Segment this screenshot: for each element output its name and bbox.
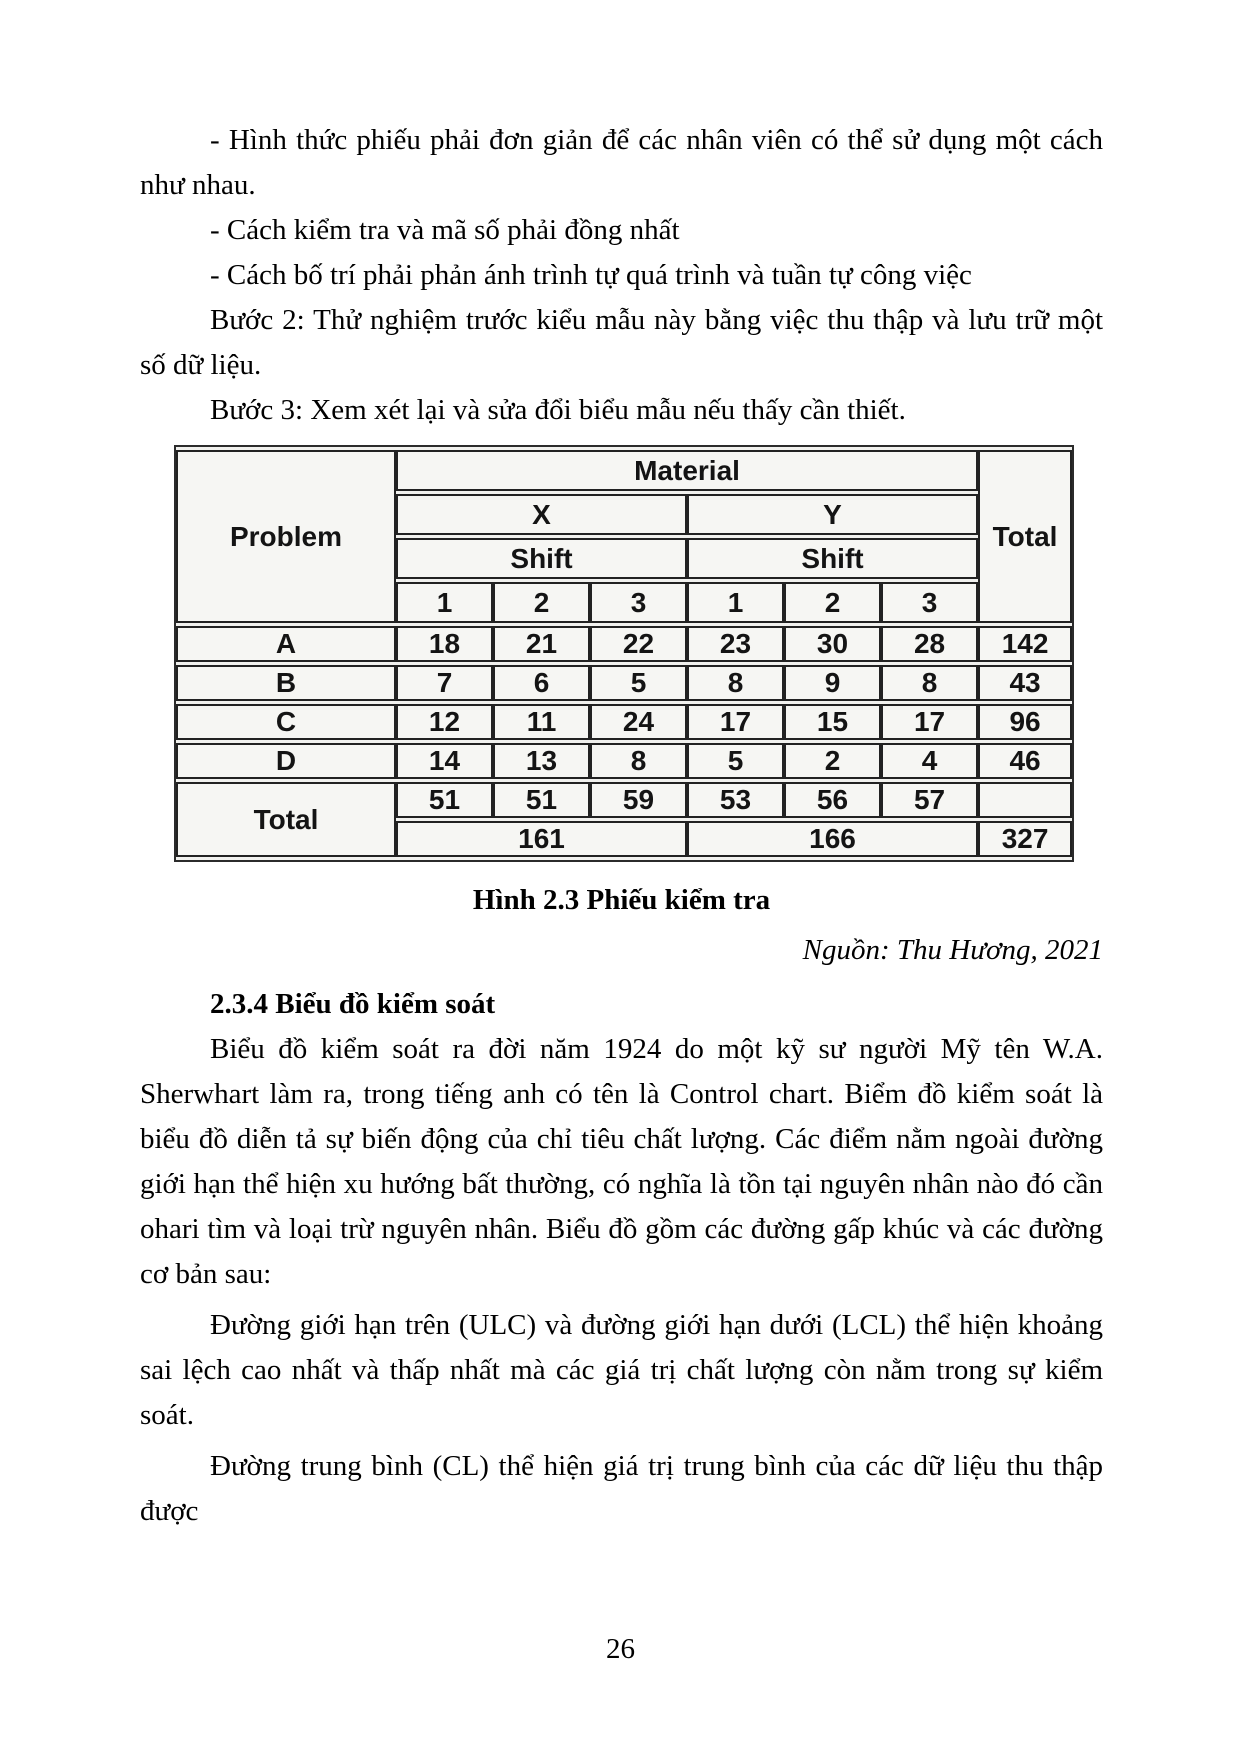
table-cell-problem: C	[176, 704, 396, 740]
table-header-shift-y: Shift	[687, 538, 978, 579]
table-cell: 21	[493, 626, 590, 662]
table-cell-y-total: 166	[687, 821, 978, 857]
section-heading: 2.3.4 Biểu đồ kiểm soát	[210, 988, 496, 1020]
table-header-shift-number: 1	[687, 582, 784, 623]
table-header-shift-number: 3	[590, 582, 687, 623]
table-row	[176, 626, 1072, 662]
table-cell-grand-total: 327	[978, 821, 1072, 857]
table-cell: 8	[590, 743, 687, 779]
table-cell-row-total: 142	[978, 626, 1072, 662]
table-cell: 6	[493, 665, 590, 701]
table-cell-shift-total: 51	[396, 782, 493, 818]
table-header-shift-number: 2	[784, 582, 881, 623]
table-cell: 5	[590, 665, 687, 701]
table-cell: 13	[493, 743, 590, 779]
table-header-material-x: X	[396, 494, 687, 535]
section-paragraph: Đường trung bình (CL) thể hiện giá trị trung bình của các dữ liệu thu thập được	[140, 1450, 1103, 1527]
table-cell: 18	[396, 626, 493, 662]
figure-check-sheet	[174, 445, 1103, 862]
page-content	[140, 118, 1103, 1534]
table-cell-row-total: 43	[978, 665, 1072, 701]
table-cell-problem: D	[176, 743, 396, 779]
table-row	[176, 743, 1072, 779]
table-cell: 30	[784, 626, 881, 662]
table-frame	[174, 445, 1074, 862]
table-header-problem: Problem	[176, 450, 396, 623]
table-cell-empty-gray	[978, 782, 1072, 818]
section-paragraph: Biểu đồ kiểm soát ra đời năm 1924 do một kỹ sư người Mỹ tên W.A. Sherwhart làm ra, trong tiếng anh có tên là Control chart. Biểm đồ kiểm soát là biểu đồ diễn tả sự biến động của chỉ tiêu chất lượng. Các điểm nằm ngoài đường giới hạn thể hiện xu hướng bất thường, có nghĩa là tồn tại nguyên nhân nào đó cần ohari tìm và loại trừ nguyên nhân. Biểu đồ gồm các đường gấp khúc và các đường cơ bản sau:	[140, 1033, 1103, 1290]
table-row	[176, 665, 1072, 701]
table-header-shift-x: Shift	[396, 538, 687, 579]
page-number: 26	[606, 1633, 635, 1665]
body-paragraph: - Cách kiểm tra và mã số phải đồng nhất	[210, 214, 680, 246]
table-cell-shift-total: 51	[493, 782, 590, 818]
table-cell: 17	[881, 704, 978, 740]
table-cell: 24	[590, 704, 687, 740]
table-cell: 28	[881, 626, 978, 662]
table-cell-x-total: 161	[396, 821, 687, 857]
body-paragraph: Bước 3: Xem xét lại và sửa đổi biểu mẫu nếu thấy cần thiết.	[210, 394, 906, 426]
body-paragraph: - Hình thức phiếu phải đơn giản để các nhân viên có thể sử dụng một cách như nhau.	[140, 124, 1103, 201]
table-cell: 17	[687, 704, 784, 740]
body-paragraph: Bước 2: Thử nghiệm trước kiểu mẫu này bằng việc thu thập và lưu trữ một số dữ liệu.	[140, 304, 1103, 381]
table-cell-shift-total: 56	[784, 782, 881, 818]
check-sheet-table	[176, 447, 1072, 860]
table-cell-row-total: 96	[978, 704, 1072, 740]
figure-source: Nguồn: Thu Hương, 2021	[802, 934, 1103, 966]
table-cell: 8	[687, 665, 784, 701]
table-header-total: Total	[978, 450, 1072, 623]
table-cell-problem: A	[176, 626, 396, 662]
table-cell: 15	[784, 704, 881, 740]
table-cell: 12	[396, 704, 493, 740]
table-header-shift-number: 2	[493, 582, 590, 623]
table-cell: 11	[493, 704, 590, 740]
table-cell-shift-total: 57	[881, 782, 978, 818]
table-header-shift-number: 3	[881, 582, 978, 623]
table-header-shift-number: 1	[396, 582, 493, 623]
table-cell-row-total: 46	[978, 743, 1072, 779]
section-paragraph: Đường giới hạn trên (ULC) và đường giới hạn dưới (LCL) thể hiện khoảng sai lệch cao nhất và thấp nhất mà các giá trị chất lượng còn nằm trong sự kiểm soát.	[140, 1309, 1103, 1431]
table-header-material: Material	[396, 450, 978, 491]
table-total-label: Total	[176, 782, 396, 857]
table-cell: 14	[396, 743, 493, 779]
table-row	[176, 704, 1072, 740]
table-cell: 5	[687, 743, 784, 779]
table-cell: 22	[590, 626, 687, 662]
table-cell: 2	[784, 743, 881, 779]
table-cell: 9	[784, 665, 881, 701]
table-cell: 8	[881, 665, 978, 701]
figure-caption: Hình 2.3 Phiếu kiểm tra	[472, 884, 771, 916]
table-cell: 4	[881, 743, 978, 779]
table-cell-shift-total: 59	[590, 782, 687, 818]
table-cell: 7	[396, 665, 493, 701]
table-cell-problem: B	[176, 665, 396, 701]
table-header-material-y: Y	[687, 494, 978, 535]
table-cell-shift-total: 53	[687, 782, 784, 818]
body-paragraph: - Cách bố trí phải phản ánh trình tự quá trình và tuần tự công việc	[210, 259, 972, 291]
table-cell: 23	[687, 626, 784, 662]
table-total-row	[176, 782, 1072, 818]
